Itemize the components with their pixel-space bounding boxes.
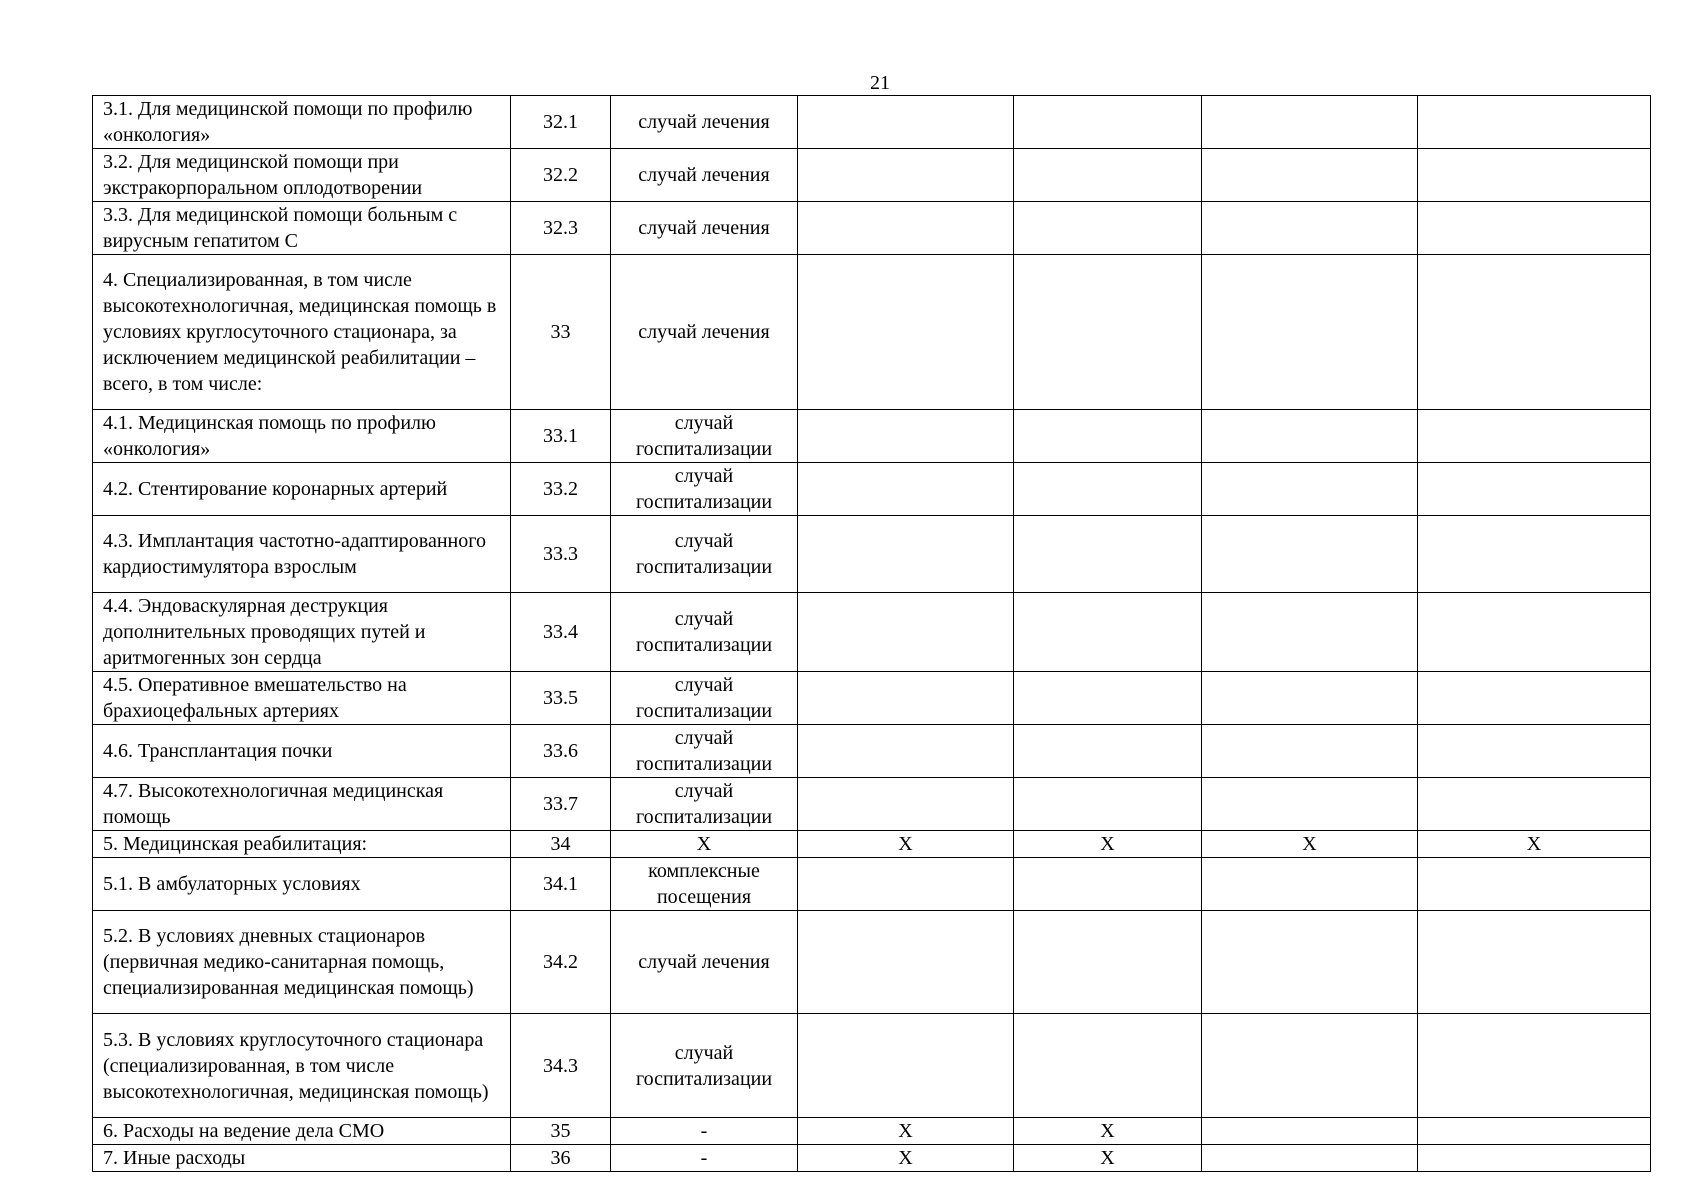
row-col-7 [1418, 593, 1651, 672]
row-name: 4.6. Трансплантация почки [93, 725, 511, 778]
row-code: 34.1 [511, 858, 611, 911]
row-col-7 [1418, 778, 1651, 831]
row-col-7 [1418, 858, 1651, 911]
row-col-6 [1202, 778, 1418, 831]
row-unit: случай лечения [611, 255, 798, 410]
row-name: 6. Расходы на ведение дела СМО [93, 1118, 511, 1145]
table-row [93, 149, 1651, 202]
row-col-4: X [798, 1145, 1014, 1172]
row-code: 33.3 [511, 516, 611, 593]
row-col-7 [1418, 672, 1651, 725]
row-col-4 [798, 202, 1014, 255]
row-col-5 [1014, 858, 1202, 911]
row-unit: случай лечения [611, 911, 798, 1014]
row-col-5 [1014, 1014, 1202, 1118]
row-col-6 [1202, 255, 1418, 410]
row-col-4 [798, 725, 1014, 778]
row-unit: случай госпитализации [611, 778, 798, 831]
row-col-5 [1014, 593, 1202, 672]
row-col-6 [1202, 1118, 1418, 1145]
table-row [93, 725, 1651, 778]
row-name: 4.4. Эндоваскулярная деструкция дополнительных проводящих путей и аритмогенных зон сердца [93, 593, 511, 672]
row-col-4 [798, 911, 1014, 1014]
row-unit: - [611, 1118, 798, 1145]
row-col-4: X [798, 1118, 1014, 1145]
row-col-6 [1202, 911, 1418, 1014]
row-name: 4.1. Медицинская помощь по профилю «онкология» [93, 410, 511, 463]
row-name: 5.1. В амбулаторных условиях [93, 858, 511, 911]
row-name: 7. Иные расходы [93, 1145, 511, 1172]
row-unit: случай лечения [611, 202, 798, 255]
row-name: 5. Медицинская реабилитация: [93, 831, 511, 858]
row-col-5 [1014, 410, 1202, 463]
row-unit: случай лечения [611, 149, 798, 202]
table-row [93, 1118, 1651, 1145]
row-col-7 [1418, 516, 1651, 593]
row-col-4 [798, 1014, 1014, 1118]
row-code: 33.2 [511, 463, 611, 516]
row-col-5 [1014, 96, 1202, 149]
row-col-6: X [1202, 831, 1418, 858]
row-code: 34.3 [511, 1014, 611, 1118]
row-code: 32.2 [511, 149, 611, 202]
row-col-4 [798, 255, 1014, 410]
row-col-4 [798, 672, 1014, 725]
row-name: 5.3. В условиях круглосуточного стационара (специализированная, в том числе высокотехнологичная, медицинская помощь) [93, 1014, 511, 1118]
table-row [93, 410, 1651, 463]
row-unit: случай госпитализации [611, 1014, 798, 1118]
row-col-6 [1202, 463, 1418, 516]
row-unit: случай госпитализации [611, 672, 798, 725]
row-code: 34.2 [511, 911, 611, 1014]
row-col-7: X [1418, 831, 1651, 858]
row-col-7 [1418, 1145, 1651, 1172]
row-col-7 [1418, 1118, 1651, 1145]
row-col-7 [1418, 96, 1651, 149]
table-row [93, 1014, 1651, 1118]
row-col-7 [1418, 202, 1651, 255]
row-code: 35 [511, 1118, 611, 1145]
row-col-7 [1418, 410, 1651, 463]
row-col-6 [1202, 96, 1418, 149]
page-number: 21 [870, 72, 890, 94]
row-col-4 [798, 96, 1014, 149]
row-code: 33.6 [511, 725, 611, 778]
financing-table [92, 95, 1651, 1172]
table-row [93, 516, 1651, 593]
row-col-5 [1014, 672, 1202, 725]
table-row [93, 255, 1651, 410]
row-name: 4.3. Имплантация частотно-адаптированного кардиостимулятора взрослым [93, 516, 511, 593]
row-col-4 [798, 463, 1014, 516]
row-col-4: X [798, 831, 1014, 858]
row-unit: X [611, 831, 798, 858]
row-col-6 [1202, 725, 1418, 778]
row-unit: случай госпитализации [611, 410, 798, 463]
table-row [93, 672, 1651, 725]
table-row [93, 911, 1651, 1014]
row-name: 3.2. Для медицинской помощи при экстракорпоральном оплодотворении [93, 149, 511, 202]
row-col-4 [798, 858, 1014, 911]
row-code: 33.5 [511, 672, 611, 725]
table-row [93, 202, 1651, 255]
row-col-6 [1202, 410, 1418, 463]
row-code: 33.1 [511, 410, 611, 463]
row-code: 33 [511, 255, 611, 410]
row-col-7 [1418, 911, 1651, 1014]
row-col-7 [1418, 149, 1651, 202]
row-unit: случай госпитализации [611, 516, 798, 593]
row-col-5: X [1014, 1118, 1202, 1145]
table-row [93, 593, 1651, 672]
row-col-7 [1418, 463, 1651, 516]
row-col-5 [1014, 202, 1202, 255]
row-col-6 [1202, 858, 1418, 911]
row-col-6 [1202, 1014, 1418, 1118]
row-col-6 [1202, 202, 1418, 255]
table-row [93, 831, 1651, 858]
row-name: 3.1. Для медицинской помощи по профилю «онкология» [93, 96, 511, 149]
row-col-7 [1418, 1014, 1651, 1118]
row-col-6 [1202, 516, 1418, 593]
row-col-4 [798, 149, 1014, 202]
row-col-7 [1418, 255, 1651, 410]
row-col-4 [798, 410, 1014, 463]
row-unit: комплексные посещения [611, 858, 798, 911]
row-unit: случай госпитализации [611, 463, 798, 516]
row-code: 32.1 [511, 96, 611, 149]
table-row [93, 778, 1651, 831]
row-name: 4.2. Стентирование коронарных артерий [93, 463, 511, 516]
row-col-6 [1202, 1145, 1418, 1172]
row-col-5 [1014, 255, 1202, 410]
table-row [93, 1145, 1651, 1172]
row-code: 33.4 [511, 593, 611, 672]
row-col-5 [1014, 516, 1202, 593]
row-col-5 [1014, 463, 1202, 516]
row-col-6 [1202, 593, 1418, 672]
table-row [93, 96, 1651, 149]
row-col-6 [1202, 672, 1418, 725]
row-col-5 [1014, 911, 1202, 1014]
table-row [93, 858, 1651, 911]
row-col-5 [1014, 149, 1202, 202]
row-unit: случай госпитализации [611, 725, 798, 778]
row-unit: случай лечения [611, 96, 798, 149]
row-code: 36 [511, 1145, 611, 1172]
row-col-7 [1418, 725, 1651, 778]
row-col-5 [1014, 778, 1202, 831]
row-name: 3.3. Для медицинской помощи больным с вирусным гепатитом С [93, 202, 511, 255]
table-row [93, 463, 1651, 516]
row-col-4 [798, 516, 1014, 593]
row-col-5 [1014, 725, 1202, 778]
row-name: 5.2. В условиях дневных стационаров (первичная медико-санитарная помощь, специализированная медицинская помощь) [93, 911, 511, 1014]
row-col-4 [798, 593, 1014, 672]
row-col-5: X [1014, 1145, 1202, 1172]
row-col-4 [798, 778, 1014, 831]
row-name: 4. Специализированная, в том числе высокотехнологичная, медицинская помощь в условиях круглосуточного стационара, за исключением медицинской реабилитации – всего, в том числе: [93, 255, 511, 410]
row-unit: - [611, 1145, 798, 1172]
row-col-5: X [1014, 831, 1202, 858]
row-code: 33.7 [511, 778, 611, 831]
row-col-6 [1202, 149, 1418, 202]
row-code: 34 [511, 831, 611, 858]
row-code: 32.3 [511, 202, 611, 255]
row-name: 4.7. Высокотехнологичная медицинская помощь [93, 778, 511, 831]
row-name: 4.5. Оперативное вмешательство на брахиоцефальных артериях [93, 672, 511, 725]
row-unit: случай госпитализации [611, 593, 798, 672]
